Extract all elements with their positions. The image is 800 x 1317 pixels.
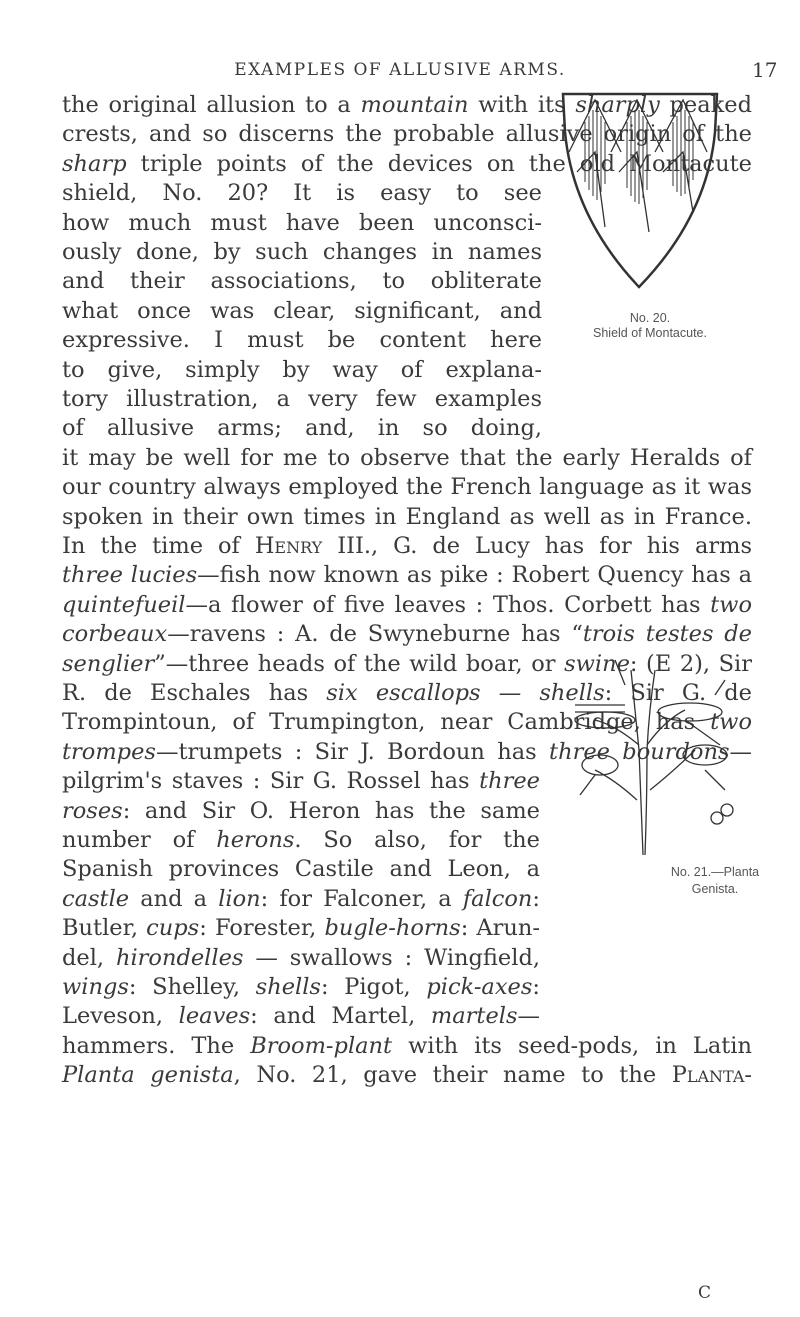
text-run: : for Falconer, a xyxy=(260,885,463,912)
text-run: : Arun- xyxy=(460,915,541,942)
text-run: : Shelley, xyxy=(128,974,256,1000)
text-line xyxy=(62,356,542,383)
text-run: what once was clear, significant, and xyxy=(62,297,542,324)
text-line xyxy=(62,623,752,646)
text-line xyxy=(62,944,540,971)
text-run: — xyxy=(517,1003,541,1030)
text-run: : Forester, xyxy=(199,915,325,942)
text-run: crests, and so discerns the probable allusive origin of the xyxy=(62,121,752,148)
text-run: sharp xyxy=(62,150,127,177)
text-run: Spanish provinces Castile and Leon, a xyxy=(62,856,540,883)
text-run: pick-axes xyxy=(426,974,533,1000)
text-run: of allusive arms; and, in so doing, xyxy=(62,415,542,442)
text-run: ously done, by such changes in names xyxy=(62,239,542,265)
text-line xyxy=(62,885,540,912)
text-run: —a flower of five leaves : Thos. Corbett has xyxy=(185,591,711,618)
text-run: peaked xyxy=(659,92,753,118)
text-run: hirondelles xyxy=(115,944,244,971)
text-run: — swallows : Wingfield, xyxy=(243,944,540,971)
text-run: In the time of xyxy=(62,533,255,559)
text-line xyxy=(62,241,542,264)
text-line xyxy=(62,1005,540,1028)
text-run: Planta- xyxy=(671,1062,752,1089)
text-run: —ravens : A. de Swyneburne has “ xyxy=(167,621,583,648)
text-line xyxy=(62,209,542,236)
text-run: —fish now known as pike : Robert Quency has a xyxy=(197,562,753,589)
text-run: shells xyxy=(255,974,321,1000)
text-run: . So also, for the xyxy=(294,827,540,853)
text-run: with its seed-pods, in Latin xyxy=(392,1032,752,1059)
text-run: ”—three heads of the wild boar, or xyxy=(154,650,565,677)
text-run: : Sir G. de xyxy=(604,680,752,706)
text-run: sharply xyxy=(575,92,660,118)
text-line xyxy=(62,503,752,530)
text-run: III., G. de Lucy has for his arms xyxy=(322,533,752,559)
text-run: pilgrim's staves : Sir G. Rossel has xyxy=(62,768,480,795)
text-run: — xyxy=(729,738,752,765)
text-line xyxy=(62,591,752,618)
text-run: R. de Eschales has xyxy=(62,680,327,706)
text-run: lion xyxy=(218,885,261,912)
figure-21-caption: Genista. xyxy=(691,882,739,896)
text-run: : and Martel, xyxy=(250,1003,431,1030)
text-run: mountain xyxy=(360,92,469,118)
text-run: swine xyxy=(564,650,630,677)
text-run: our country always employed the French language as it was xyxy=(62,474,752,501)
text-run: the original allusion to a xyxy=(62,92,361,118)
text-run: shield, No. 20? It is easy to see xyxy=(62,180,542,207)
text-run: leaves xyxy=(178,1003,251,1030)
montacute-shield-figure xyxy=(555,92,725,292)
text-line xyxy=(62,535,752,558)
text-line xyxy=(62,770,540,793)
text-run: quintefueil xyxy=(62,591,186,618)
text-run: Henry xyxy=(254,533,323,559)
text-run: tory illustration, a very few examples xyxy=(62,386,542,412)
text-run: two xyxy=(710,709,752,736)
text-run: del, xyxy=(62,944,116,971)
figure-21-number: No. 21.—Planta xyxy=(670,865,760,879)
text-run: cups xyxy=(146,915,200,942)
text-run: Broom-plant xyxy=(250,1032,393,1059)
text-line xyxy=(62,829,540,852)
text-line xyxy=(62,444,752,471)
text-line xyxy=(62,417,542,440)
text-run: martels xyxy=(430,1003,518,1030)
text-line xyxy=(62,297,542,324)
text-run: , No. 21, gave their name to the xyxy=(233,1062,672,1089)
text-run: how much must have been unconsci- xyxy=(62,209,542,236)
text-run: wings xyxy=(62,974,129,1000)
text-line xyxy=(62,476,752,499)
text-run: to give, simply by way of explana- xyxy=(62,356,542,383)
planta-genista-figure xyxy=(555,650,740,860)
text-run: Trompintoun, of Trumpington, near Cambridge, has xyxy=(62,709,711,736)
text-run: senglier xyxy=(62,650,155,677)
text-line xyxy=(62,797,540,824)
text-line xyxy=(62,182,542,205)
text-run: with its xyxy=(468,92,576,118)
text-run: : xyxy=(532,885,540,912)
text-run: three bourdons xyxy=(549,738,730,765)
text-line xyxy=(62,858,540,881)
text-run: hammers. The xyxy=(62,1032,251,1059)
text-run: herons xyxy=(216,827,295,853)
text-run: falcon xyxy=(462,885,533,912)
figure-20-number: No. 20. xyxy=(629,311,671,325)
text-run: corbeaux xyxy=(62,621,168,648)
text-run: it may be well for me to observe that the early Heralds of xyxy=(62,444,752,471)
text-run: trompes xyxy=(62,738,156,765)
text-run: —trumpets : Sir J. Bordoun has xyxy=(155,738,550,765)
text-run: bugle-horns xyxy=(324,915,461,942)
text-run: expressive. I must be content here xyxy=(62,327,542,354)
text-line xyxy=(62,1032,752,1059)
text-run: castle xyxy=(62,885,130,912)
text-run: trois testes de xyxy=(582,621,753,648)
text-run: number of xyxy=(62,827,217,853)
text-run: triple points of the devices on the old Montacute xyxy=(126,150,752,177)
text-run: Leveson, xyxy=(62,1003,179,1030)
text-run: six escallops — shells xyxy=(326,680,605,706)
figure-20-caption: Shield of Montacute. xyxy=(593,326,707,340)
signature-mark: C xyxy=(698,1283,712,1303)
text-run: and their associations, to obliterate xyxy=(62,268,542,295)
text-run: three lucies xyxy=(62,562,198,589)
text-run: roses xyxy=(62,797,123,824)
text-line xyxy=(62,388,542,411)
text-line xyxy=(62,329,542,352)
text-run: and a xyxy=(129,885,219,912)
running-head: EXAMPLES OF ALLUSIVE ARMS. xyxy=(234,60,566,80)
text-run: : xyxy=(532,974,540,1000)
text-line xyxy=(62,564,752,587)
text-line xyxy=(62,917,540,940)
text-run: : and Sir O. Heron has the same xyxy=(122,797,540,824)
text-run: : Pigot, xyxy=(320,974,427,1000)
text-line xyxy=(62,1064,752,1087)
text-run: Butler, xyxy=(62,915,147,942)
text-line xyxy=(62,270,542,293)
text-run: spoken in their own times in England as well as in France. xyxy=(62,503,752,530)
page-number: 17 xyxy=(752,58,778,82)
text-run: three xyxy=(479,768,540,795)
text-line xyxy=(62,976,540,999)
text-run: : (E 2), Sir xyxy=(629,650,752,677)
text-run: two xyxy=(710,591,752,618)
text-run: Planta genista xyxy=(62,1062,234,1089)
